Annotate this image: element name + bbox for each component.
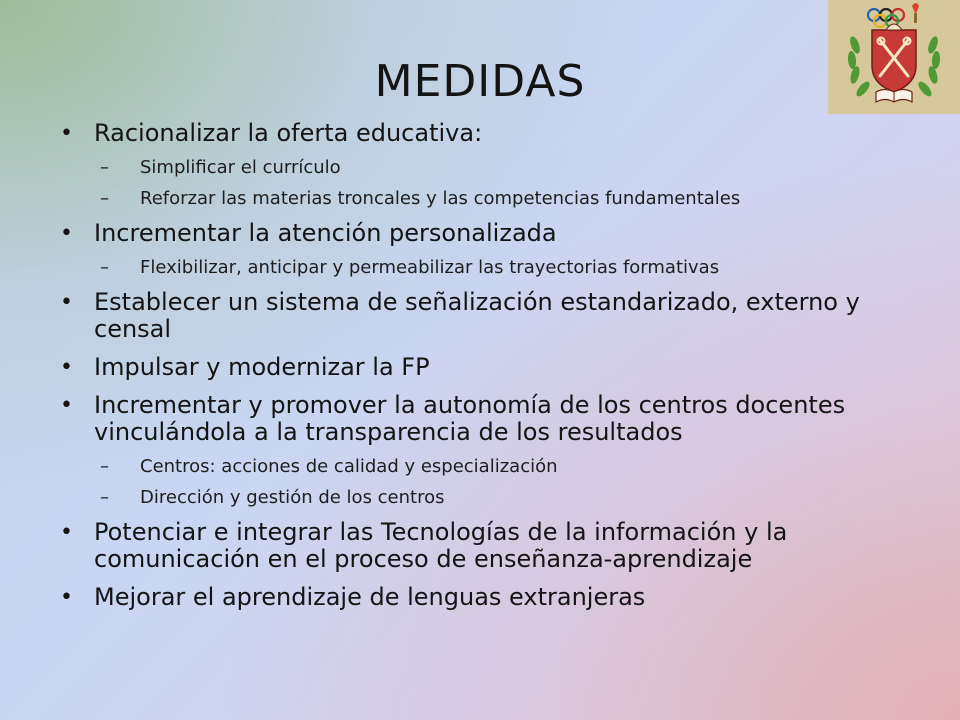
list-item: • Incrementar la atención personalizada [60,220,940,247]
sub-list-item: – Simplificar el currículo [60,157,940,178]
school-crest-icon [828,0,960,114]
sub-list-item: – Centros: acciones de calidad y especialización [60,456,940,477]
school-crest-logo [828,0,960,114]
list-item: • Mejorar el aprendizaje de lenguas extranjeras [60,584,940,611]
list-item: • Racionalizar la oferta educativa: [60,120,940,147]
bullet-list [60,120,940,611]
list-item: • Potenciar e integrar las Tecnologías de la información y la comunicación en el proceso de enseñanza-aprendizaje [60,519,940,573]
list-item: • Impulsar y modernizar la FP [60,354,940,381]
sub-list-item: – Flexibilizar, anticipar y permeabilizar las trayectorias formativas [60,257,940,278]
list-item: • Incrementar y promover la autonomía de los centros docentes vinculándola a la transparencia de los resultados [60,392,940,446]
list-item: • Establecer un sistema de señalización estandarizado, externo y censal [60,289,940,343]
sub-list-item: – Dirección y gestión de los centros [60,487,940,508]
sub-list-item: – Reforzar las materias troncales y las competencias fundamentales [60,188,940,209]
slide-title: MEDIDAS [374,56,586,107]
